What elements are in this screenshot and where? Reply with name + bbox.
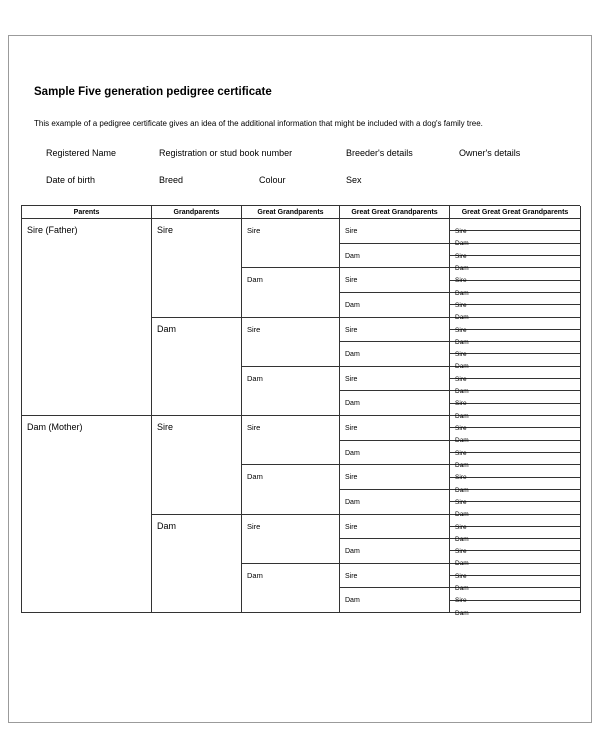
- pedigree-cell-gen5-2[interactable]: [450, 231, 581, 248]
- pedigree-cell-gen2-2[interactable]: [152, 318, 242, 417]
- pedigree-cell-gen5-29[interactable]: [450, 564, 581, 580]
- pedigree-cell-gen5-21[interactable]: [450, 465, 581, 482]
- cell-label: Dam: [247, 275, 263, 285]
- pedigree-cell-gen4-9[interactable]: [340, 416, 450, 441]
- pedigree-cell-gen3-5[interactable]: [242, 416, 340, 465]
- cell-label: Sire: [455, 252, 467, 260]
- cell-label: Sire: [455, 301, 467, 309]
- pedigree-cell-gen3-2[interactable]: [242, 268, 340, 317]
- pedigree-cell-gen5-18[interactable]: [450, 428, 581, 445]
- field-label-sex: Sex: [346, 175, 362, 185]
- cell-label: Sire: [247, 324, 261, 334]
- cell-label: Dam: [455, 437, 469, 445]
- pedigree-cell-gen5-17[interactable]: [450, 416, 581, 432]
- pedigree-cell-gen5-3[interactable]: [450, 244, 581, 260]
- field-label-registered-name: Registered Name: [46, 148, 117, 158]
- pedigree-cell-gen5-16[interactable]: [450, 404, 581, 420]
- field-label-date-of-birth: Date of birth: [46, 175, 96, 185]
- cell-label: Sire: [247, 226, 261, 235]
- pedigree-cell-gen3-7[interactable]: [242, 515, 340, 564]
- cell-label: Sire: [247, 521, 261, 531]
- cell-label: Dam: [455, 412, 469, 420]
- cell-label: Sire: [455, 449, 467, 457]
- field-label-owners-details: Owner's details: [459, 148, 521, 158]
- pedigree-cell-gen5-14[interactable]: [450, 379, 581, 396]
- cell-label: Dam: [345, 548, 360, 556]
- column-header-great-great-grandparents: Great Great Grandparents: [340, 206, 450, 219]
- pedigree-cell-gen4-5[interactable]: [340, 318, 450, 343]
- cell-label: Dam: [455, 486, 469, 494]
- pedigree-cell-gen5-27[interactable]: [450, 539, 581, 556]
- cell-label: Sire: [345, 375, 358, 383]
- cell-label: Sire: [455, 228, 467, 235]
- pedigree-cell-gen5-24[interactable]: [450, 502, 581, 519]
- cell-label: Dam (Mother): [27, 422, 83, 432]
- pedigree-cell-gen4-15[interactable]: [340, 564, 450, 589]
- cell-label: Dam: [455, 388, 469, 396]
- pedigree-cell-gen5-32[interactable]: [450, 601, 581, 617]
- pedigree-cell-gen5-8[interactable]: [450, 305, 581, 322]
- pedigree-cell-gen4-10[interactable]: [340, 441, 450, 466]
- pedigree-cell-gen4-7[interactable]: [340, 367, 450, 392]
- cell-label: Sire: [455, 548, 467, 556]
- pedigree-cell-gen5-10[interactable]: [450, 330, 581, 346]
- pedigree-cell-gen5-6[interactable]: [450, 281, 581, 297]
- pedigree-cell-gen5-4[interactable]: [450, 256, 581, 272]
- cell-label: Dam: [455, 609, 469, 617]
- pedigree-cell-gen4-2[interactable]: [340, 244, 450, 269]
- pedigree-cell-gen4-12[interactable]: [340, 490, 450, 515]
- cell-label: Sire: [455, 277, 467, 285]
- cell-label: Dam: [157, 323, 177, 334]
- pedigree-cell-gen5-22[interactable]: [450, 478, 581, 494]
- column-header-great-great-great-grandparents: Great Great Great Grandparents: [450, 206, 581, 219]
- pedigree-cell-gen4-8[interactable]: [340, 391, 450, 416]
- cell-label: Sire: [345, 572, 358, 580]
- pedigree-cell-gen5-26[interactable]: [450, 527, 581, 543]
- field-label-breeders-details: Breeder's details: [346, 148, 413, 158]
- cell-label: Dam: [247, 570, 263, 580]
- cell-label: Dam: [345, 301, 360, 309]
- pedigree-cell-gen5-15[interactable]: [450, 391, 581, 408]
- cell-label: Dam: [455, 240, 469, 248]
- pedigree-cell-gen2-1[interactable]: [152, 219, 242, 318]
- cell-label: Sire: [455, 375, 467, 383]
- cell-label: Dam: [455, 338, 469, 346]
- cell-label: Sire: [157, 422, 174, 432]
- cell-label: Sire: [345, 523, 358, 531]
- pedigree-cell-gen1-1[interactable]: [22, 219, 152, 416]
- pedigree-cell-gen5-31[interactable]: [450, 588, 581, 605]
- pedigree-cell-gen5-28[interactable]: [450, 551, 581, 568]
- field-label-breed: Breed: [159, 175, 184, 185]
- pedigree-cell-gen3-8[interactable]: [242, 564, 340, 613]
- pedigree-cell-gen5-20[interactable]: [450, 453, 581, 469]
- cell-label: Sire: [455, 400, 467, 408]
- pedigree-cell-gen4-13[interactable]: [340, 515, 450, 540]
- cell-label: Sire: [455, 326, 467, 334]
- pedigree-cell-gen4-1[interactable]: [340, 219, 450, 244]
- pedigree-cell-gen4-14[interactable]: [340, 539, 450, 564]
- pedigree-cell-gen5-25[interactable]: [450, 515, 581, 531]
- cell-label: Sire: [455, 572, 467, 580]
- cell-label: Dam: [157, 520, 177, 531]
- cell-label: Dam: [247, 472, 263, 482]
- cell-label: Dam: [345, 597, 360, 605]
- pedigree-cell-gen5-11[interactable]: [450, 342, 581, 359]
- cell-label: Dam: [455, 264, 469, 272]
- cell-label: Sire: [345, 277, 358, 285]
- cell-label: Dam: [455, 585, 469, 593]
- column-header-grandparents: Grandparents: [152, 206, 242, 219]
- pedigree-cell-gen2-4[interactable]: [152, 515, 242, 614]
- cell-label: Sire: [455, 351, 467, 359]
- pedigree-cell-gen5-19[interactable]: [450, 441, 581, 457]
- cell-label: Sire: [455, 498, 467, 506]
- cell-label: Dam: [455, 560, 469, 568]
- pedigree-cell-gen5-23[interactable]: [450, 490, 581, 506]
- cell-label: Dam: [455, 289, 469, 297]
- cell-label: Sire: [455, 523, 467, 531]
- cell-label: Sire: [455, 597, 467, 605]
- pedigree-cell-gen4-11[interactable]: [340, 465, 450, 490]
- field-label-registration-number: Registration or stud book number: [159, 148, 293, 158]
- page-description: This example of a pedigree certificate gives an idea of the additional information that might be included with a dog's family tree.: [34, 119, 483, 128]
- cell-label: Dam: [345, 252, 360, 260]
- document-page: [8, 35, 592, 723]
- cell-label: Dam: [345, 400, 360, 408]
- cell-label: Sire: [247, 423, 261, 432]
- cell-label: Sire: [345, 474, 358, 482]
- cell-label: Sire: [345, 228, 358, 235]
- pedigree-cell-gen3-1[interactable]: [242, 219, 340, 268]
- cell-label: Sire: [345, 326, 358, 334]
- cell-label: Dam: [247, 373, 263, 383]
- cell-label: Dam: [345, 351, 360, 359]
- pedigree-cell-gen5-12[interactable]: [450, 354, 581, 371]
- cell-label: Sire: [345, 425, 358, 432]
- cell-label: Dam: [455, 314, 469, 322]
- cell-label: Dam: [455, 511, 469, 519]
- pedigree-cell-gen4-4[interactable]: [340, 293, 450, 318]
- pedigree-cell-gen5-13[interactable]: [450, 367, 581, 383]
- pedigree-cell-gen3-3[interactable]: [242, 318, 340, 367]
- cell-label: Dam: [455, 535, 469, 543]
- pedigree-cell-gen5-5[interactable]: [450, 268, 581, 285]
- cell-label: Dam: [455, 363, 469, 371]
- pedigree-cell-gen5-1[interactable]: [450, 219, 581, 235]
- pedigree-cell-gen1-2[interactable]: [22, 416, 152, 613]
- cell-label: Dam: [455, 461, 469, 469]
- pedigree-cell-gen4-16[interactable]: [340, 588, 450, 613]
- pedigree-cell-gen5-7[interactable]: [450, 293, 581, 309]
- pedigree-cell-gen3-6[interactable]: [242, 465, 340, 514]
- cell-label: Dam: [345, 498, 360, 506]
- field-label-colour: Colour: [259, 175, 286, 185]
- cell-label: Sire (Father): [27, 225, 78, 235]
- pedigree-cell-gen5-9[interactable]: [450, 318, 581, 334]
- page-title: Sample Five generation pedigree certificate: [34, 86, 272, 98]
- pedigree-cell-gen4-6[interactable]: [340, 342, 450, 367]
- cell-label: Dam: [345, 449, 360, 457]
- pedigree-cell-gen2-3[interactable]: [152, 416, 242, 515]
- pedigree-cell-gen5-30[interactable]: [450, 576, 581, 593]
- cell-label: Sire: [157, 225, 174, 235]
- column-header-parents: Parents: [22, 206, 152, 219]
- pedigree-table: [21, 205, 580, 617]
- cell-label: Sire: [455, 425, 467, 432]
- cell-label: Sire: [455, 474, 467, 482]
- pedigree-cell-gen3-4[interactable]: [242, 367, 340, 416]
- column-header-great-grandparents: Great Grandparents: [242, 206, 340, 219]
- pedigree-cell-gen4-3[interactable]: [340, 268, 450, 293]
